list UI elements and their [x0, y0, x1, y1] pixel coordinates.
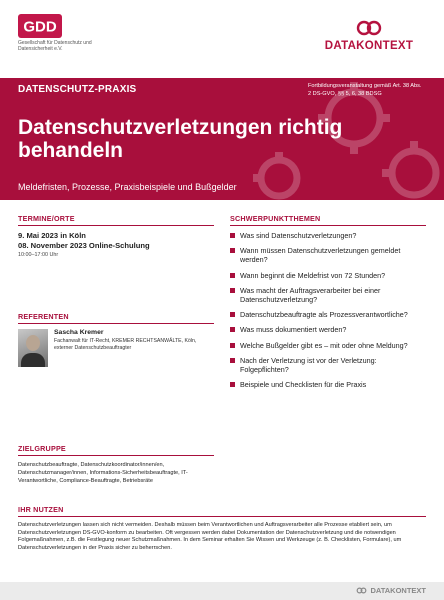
datakontext-mark-icon — [356, 586, 367, 595]
gdd-logo — [18, 14, 62, 38]
page-title: Datenschutzverletzungen richtig behandeln — [18, 116, 343, 162]
list-item: Was muss dokumentiert werden? — [230, 325, 426, 334]
bullet-icon — [230, 327, 235, 332]
date-cologne: 9. Mai 2023 in Köln — [18, 231, 86, 240]
nutzen-text: Datenschutzverletzungen lassen sich nicht vermeiden. Deshalb müssen beim Verantwortlichen und Auftragsverarbeiter alle Prozesse etabliert sein, um Datenschutzverletzungen DS-GVO-konform zu bearbeiten. Oft vergessen werden dabei Dokumentation der Datenschutzverletzung und die notwendigen Folgemaßnahmen, z.B. die Festlegung neuer Schutzmaßnahmen. In dem Seminar erhalten Sie Wissen und Werkzeuge (z. B. Checklisten, Formulare), um Datenschutzverletzungen in der Praxis sicher zu beherrschen. — [18, 522, 402, 551]
list-item: Beispiele und Checklisten für die Praxis — [230, 380, 426, 389]
speaker-photo — [18, 329, 48, 367]
nutzen-section — [18, 505, 426, 552]
list-item: Welche Bußgelder gibt es – mit oder ohne Meldung? — [230, 341, 426, 350]
termine-section — [18, 214, 214, 258]
datakontext-logo — [314, 18, 424, 58]
bullet-icon — [230, 273, 235, 278]
bullet-icon — [230, 233, 235, 238]
termine-heading: TERMINE/ORTE — [18, 214, 214, 226]
list-item: Nach der Verletzung ist vor der Verletzung: Folgepflichten? — [230, 356, 426, 374]
footer-logo — [356, 586, 426, 595]
bullet-icon — [230, 382, 235, 387]
datakontext-wordmark: DATAKONTEXT — [324, 40, 414, 52]
page-subtitle: Meldefristen, Prozesse, Praxisbeispiele und Bußgelder — [18, 182, 237, 192]
date-online — [18, 241, 214, 251]
nutzen-heading: IHR NUTZEN — [18, 505, 426, 517]
referenten-heading: REFERENTEN — [18, 312, 214, 324]
page-header — [0, 0, 444, 78]
referenten-section — [18, 312, 214, 367]
list-item: Was sind Datenschutzverletzungen? — [230, 231, 426, 240]
list-item: Wann beginnt die Meldefrist von 72 Stunden? — [230, 271, 426, 280]
speaker-name: Sascha Kremer — [54, 329, 104, 336]
certification-note: Fortbildungsveranstaltung gemäß Art. 38 Abs. 2 DS-GVO, §§ 5, 6, 38 BDSG — [308, 83, 422, 97]
bullet-icon — [230, 288, 235, 293]
gdd-subtitle: Gesellschaft für Datenschutz und Datensicherheit e.V. — [18, 40, 92, 52]
footer-brand: DATAKONTEXT — [370, 586, 426, 595]
bullet-icon — [230, 312, 235, 317]
date-online-type: Online-Schulung — [88, 241, 150, 250]
zielgruppe-heading: ZIELGRUPPE — [18, 444, 214, 456]
page-footer — [0, 582, 444, 600]
zielgruppe-text: Datenschutzbeauftragte, Datenschutzkoordinator/innen/en, Datenschutzmanager/innen, Informations-Sicherheitsbeauftragte, IT-Verantwortliche, Compliance-Beauftragte, Betriebsräte — [18, 462, 188, 484]
list-item: Was macht der Auftragsverarbeiter bei einer Datenschutzverletzung? — [230, 286, 426, 304]
speaker-card — [18, 329, 214, 367]
title-banner — [0, 78, 444, 200]
series-label: DATENSCHUTZ-PRAXIS — [18, 84, 137, 95]
schwerpunkte-section — [230, 214, 426, 395]
list-item: Datenschutzbeauftragte als Prozessverantwortliche? — [230, 310, 426, 319]
bullet-icon — [230, 343, 235, 348]
time-range: 10:00–17:00 Uhr — [18, 252, 59, 258]
bullet-icon — [230, 358, 235, 363]
zielgruppe-section — [18, 444, 214, 485]
date-online-date: 08. November 2023 — [18, 241, 89, 250]
bullet-icon — [230, 248, 235, 253]
datakontext-mark-icon — [355, 18, 383, 38]
list-item: Wann müssen Datenschutzverletzungen gemeldet werden? — [230, 246, 426, 264]
speaker-description: Fachanwalt für IT-Recht, KREMER RECHTSANWÄLTE, Köln, externer Datenschutzbeauftragter — [54, 338, 197, 351]
schwerpunkte-heading: SCHWERPUNKTTHEMEN — [230, 214, 426, 226]
svg-text:GDD: GDD — [23, 18, 57, 36]
